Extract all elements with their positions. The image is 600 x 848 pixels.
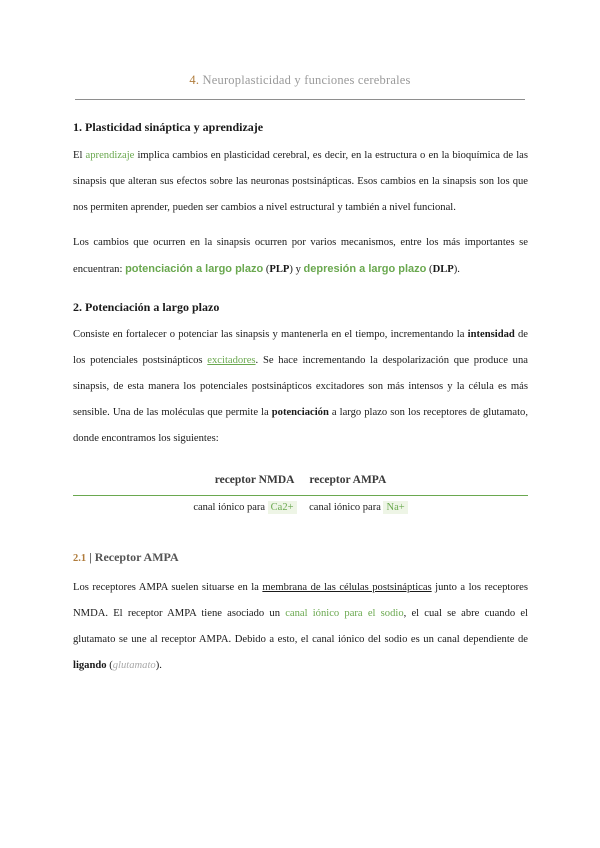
abbr-dlp: DLP [432, 264, 454, 275]
italic-glutamato: glutamato [112, 660, 156, 671]
header-divider [75, 99, 525, 100]
table-cell-nmda [193, 502, 296, 513]
subsection-2-1-title [73, 548, 528, 568]
table-rule [73, 495, 528, 496]
page-header [0, 73, 600, 88]
text: ( [106, 660, 113, 671]
document-body [73, 118, 528, 679]
table-header-ampa: receptor AMPA [309, 474, 387, 486]
bold-intensidad: intensidad [467, 329, 515, 340]
separator: | [86, 550, 95, 564]
term-plp: potenciación a largo plazo [125, 263, 264, 275]
section-1-paragraph-2 [73, 230, 528, 283]
text: ( [426, 264, 433, 275]
chapter-number: 4. [189, 73, 200, 87]
subsection-2-1-paragraph [73, 575, 528, 679]
table-header-row [73, 474, 528, 486]
section-2-title: 2. Potenciación a largo plazo [73, 300, 220, 314]
ion-ca: Ca2+ [268, 501, 297, 514]
text: El [73, 150, 86, 161]
text: ). [155, 660, 162, 671]
text: ) y [289, 264, 304, 275]
bold-potenciacion: potenciación [271, 407, 329, 418]
section-1-title: 1. Plasticidad sináptica y aprendizaje [73, 120, 264, 134]
bold-ligando: ligando [73, 660, 107, 671]
section-2-paragraph-1 [73, 322, 528, 452]
chapter-title: Neuroplasticidad y funciones cerebrales [202, 73, 411, 87]
text: Consiste en fortalecer o potenciar las sinapsis y mantenerla en el tiempo, incrementando la [73, 329, 468, 340]
ion-na: Na+ [383, 501, 407, 514]
subsection-title: Receptor AMPA [94, 550, 179, 564]
cell-label: canal iónico para [193, 502, 266, 513]
text: ( [263, 264, 270, 275]
underlined-membrana: membrana de las células postsinápticas [262, 582, 432, 593]
term-aprendizaje: aprendizaje [85, 150, 135, 161]
table-row [73, 502, 528, 513]
subsection-number: 2.1 [73, 553, 87, 564]
table-cell-ampa [309, 502, 408, 513]
cell-label: canal iónico para [309, 502, 381, 513]
text: de los potenciales postsinápticos [73, 329, 528, 366]
term-dlp: depresión a largo plazo [303, 263, 427, 275]
text: junto a los receptores NMDA. El receptor AMPA tiene asociado un [73, 582, 528, 619]
receptor-table [73, 466, 528, 546]
link-excitadores[interactable]: excitadores [207, 355, 256, 366]
abbr-plp: PLP [269, 264, 290, 275]
text: Los cambios que ocurren en la sinapsis ocurren por varios mecanismos, entre los más importantes se encuentran: [73, 237, 528, 275]
text: implica cambios en plasticidad cerebral, es decir, en la estructura o en la bioquímica de las sinapsis que alteran sus efectos sobre las neuronas postsinápticas. Esos cambios en la sinapsis son los que nos permiten aprender, pueden ser cambios a nivel estructural y también a nivel funcional. [73, 150, 528, 213]
text: . Se hace incrementando la despolarización que produce una sinapsis, de esta manera los potenciales postsinápticos excitadores son más intensos y la célula es más sensible. Una de las moléculas que permite la [73, 355, 528, 418]
section-1-paragraph-1 [73, 143, 528, 221]
term-canal-sodio: canal iónico para el sodio [285, 608, 404, 619]
table-header-nmda: receptor NMDA [214, 474, 295, 486]
text: ). [453, 264, 460, 275]
text: , el cual se abre cuando el glutamato se une al receptor AMPA. Debido a esto, el canal iónico del sodio es un canal dependiente de [73, 608, 529, 645]
text: Los receptores AMPA suelen situarse en la [73, 582, 263, 593]
text: a largo plazo son los receptores de glutamato, donde encontramos los siguientes: [73, 407, 528, 444]
